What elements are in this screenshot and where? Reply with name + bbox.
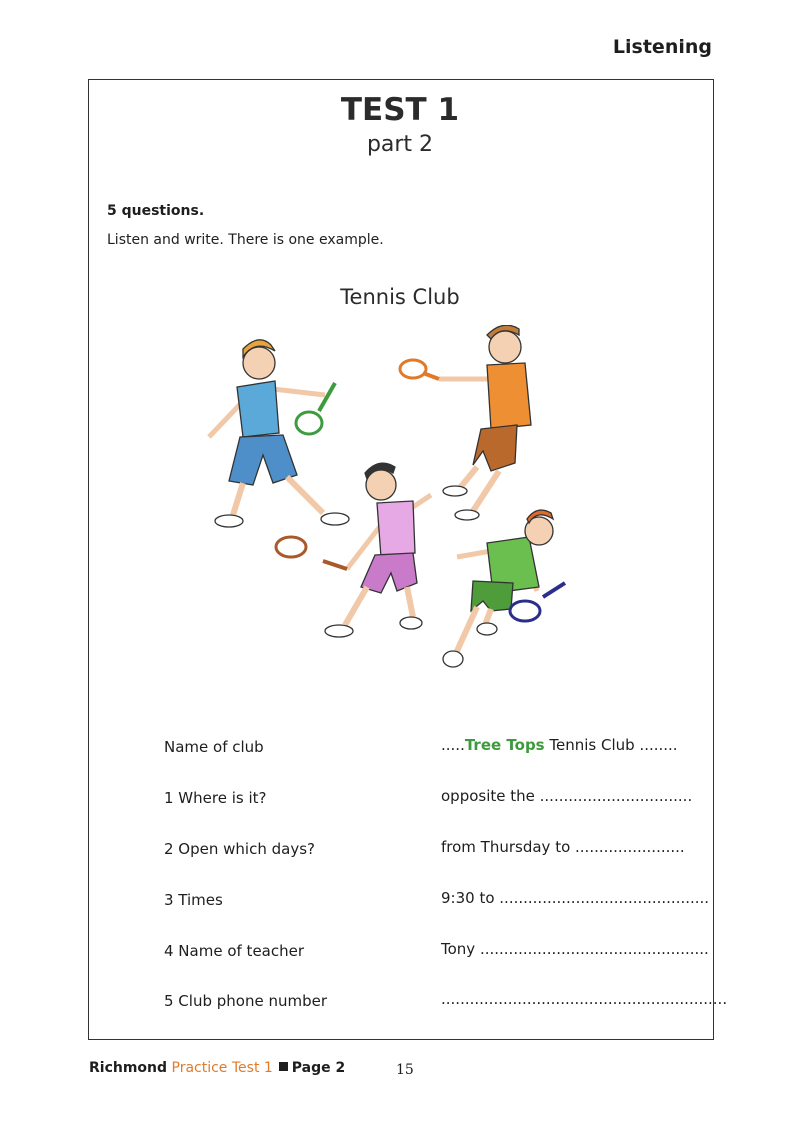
test-part: part 2 [366, 132, 434, 157]
player-green [443, 510, 565, 667]
picture-title: Tennis Club [340, 285, 460, 309]
row-answer-4: Tony ................................................ [441, 940, 709, 958]
row-answer-3: 9:30 to ............................................ [441, 889, 710, 907]
example-answer: Tree Tops [464, 736, 545, 754]
footer-square-icon [279, 1062, 288, 1071]
test-title: TEST 1 [340, 92, 460, 128]
player-blue [209, 340, 349, 527]
player-orange [400, 325, 531, 520]
footer-brand: Richmond [89, 1060, 168, 1076]
row-answer-1: opposite the ................................ [441, 787, 693, 805]
footer-series: Practice Test 1 [171, 1060, 273, 1076]
row-answer-2: from Thursday to ....................... [441, 838, 685, 856]
row-label-4: 4 Name of teacher [164, 942, 305, 960]
question-count: 5 questions. [107, 203, 205, 219]
row-answer-5: ............................................................ [441, 990, 728, 1008]
row-label-2: 2 Open which days? [164, 840, 315, 858]
section-label: Listening [612, 36, 712, 58]
row-label-5: 5 Club phone number [164, 992, 328, 1010]
page-number: 15 [396, 1062, 414, 1078]
row-label-1: 1 Where is it? [164, 789, 267, 807]
instructions-text: Listen and write. There is one example. [107, 232, 384, 248]
footer-page: Page 2 [291, 1060, 346, 1076]
footer [89, 1060, 345, 1076]
row-answer-example: .....Tree Tops Tennis Club ........ [441, 736, 678, 754]
row-label-example: Name of club [164, 738, 264, 756]
tennis-players-illustration [195, 325, 585, 685]
row-label-3: 3 Times [164, 891, 223, 909]
